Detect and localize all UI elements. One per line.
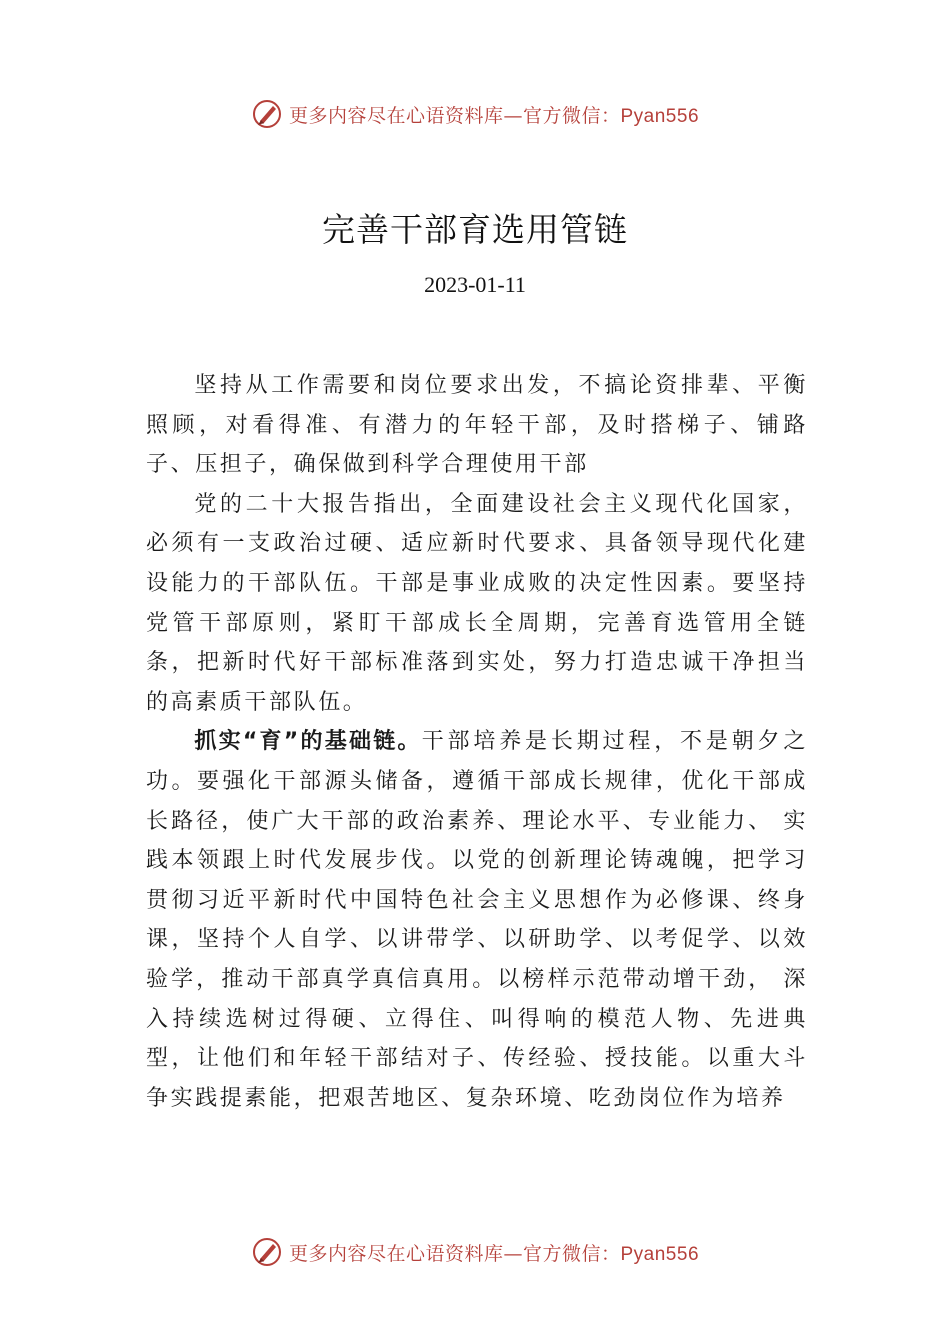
article-body bbox=[146, 366, 808, 1118]
watermark-wechat-id: Pyan556 bbox=[620, 1243, 700, 1265]
watermark-text bbox=[289, 101, 699, 128]
watermark-wechat-id: Pyan556 bbox=[620, 105, 700, 127]
quill-logo-icon bbox=[251, 98, 283, 130]
paragraph-1 bbox=[146, 366, 808, 485]
paragraph-3 bbox=[146, 722, 808, 1118]
article-title: 完善干部育选用管链 bbox=[322, 210, 628, 249]
paragraph-2 bbox=[146, 485, 808, 723]
paragraph-1-text: 坚持从工作需要和岗位要求出发，不搞论资排辈、平衡照顾，对看得准、有潜力的年轻干部，及时搭梯子、铺路子、压担子，确保做到科学合理使用干部 bbox=[146, 373, 808, 478]
watermark-text bbox=[289, 1239, 699, 1266]
quill-logo-icon bbox=[251, 1236, 283, 1268]
article-date: 2023-01-11 bbox=[424, 272, 526, 297]
footer-watermark bbox=[0, 1232, 950, 1272]
watermark-text-cn: 更多内容尽在心语资料库—官方微信： bbox=[288, 1242, 621, 1265]
paragraph-2-text: 党的二十大报告指出，全面建设社会主义现代化国家，必须有一支政治过硬、适应新时代要求、具备领导现代化建设能力的干部队伍。干部是事业成败的决定性因素。要坚持党管干部原则，紧盯干部成长全周期，完善育选管用全链条，把新时代好干部标准落到实处，努力打造忠诚干净担当的高素质干部队伍。 bbox=[146, 491, 808, 715]
header-watermark bbox=[0, 94, 950, 134]
paragraph-3-text: 干部培养是长期过程，不是朝夕之功。要强化干部源头储备，遵循干部成长规律，优化干部成长路径，使广大干部的政治素养、理论水平、专业能力、 实践本领跟上时代发展步伐。以党的创新理论铸魂魄，把学习贯彻习近平新时代中国特色社会主义思想作为必修课、终身课，坚持个人自学、以讲带学、以研助学、以考促学、以效验学，推动干部真学真信真用。以榜样示范带动增干劲， 深入持续选树过得硬、立得住、叫得响的模范人物、先进典型，让他们和年轻干部结对子、传经验、授技能。以重大斗争实践提素能，把艰苦地区、复杂环境、吃劲岗位作为培养 bbox=[146, 729, 808, 1111]
watermark-text-cn: 更多内容尽在心语资料库—官方微信： bbox=[288, 104, 621, 127]
paragraph-3-lead: 抓实“育”的基础链。 bbox=[194, 729, 422, 755]
